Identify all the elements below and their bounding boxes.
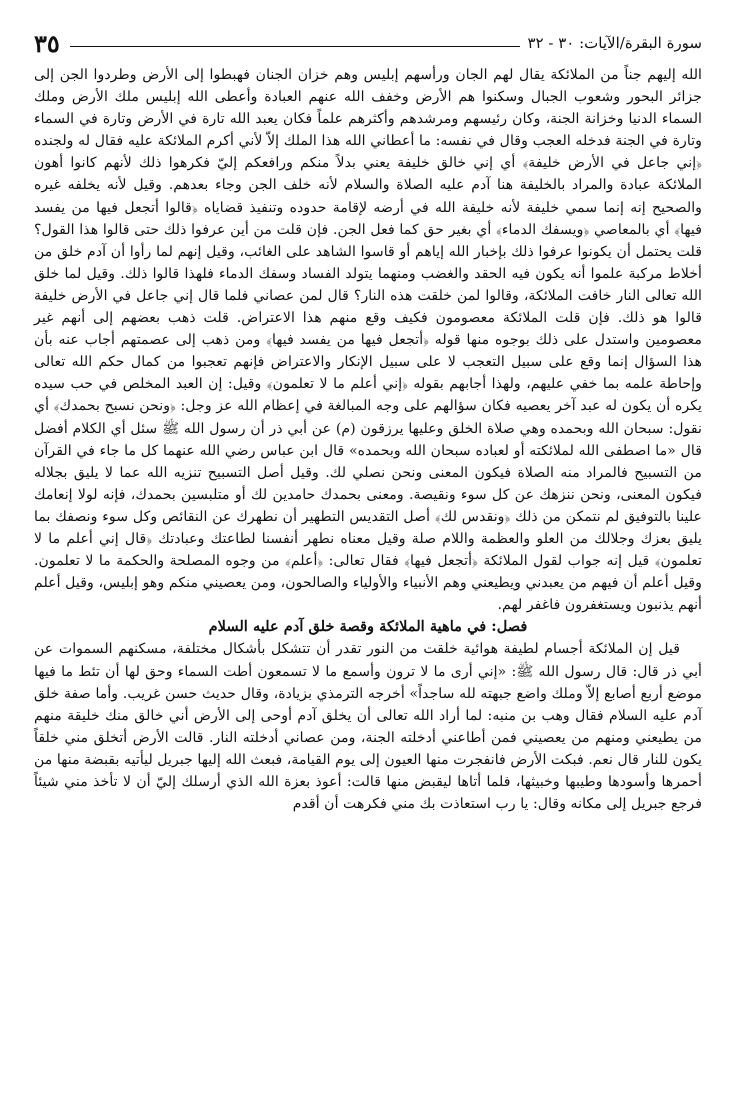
tafsir-paragraph: الله إليهم جناً من الملائكة يقال لهم الجان ورأسهم إبليس وهم خزان الجنان فهبطوا إلى الأرض وطردوا الجن إلى جزائر البحور وشعوب الجبال وسكنوا هم الأرض وخفف الله عنهم العبادة وأعطى الله إبليس ملك الأرض وملك السماء الدنيا وخزانة الجنة، وكان رئيسهم ومرشدهم وأكثرهم علماً فكان يعبد الله تارة في الأرض وتارة في السماء وتارة في الجنة فدخله العجب وقال في نفسه: ما أعطاني الله هذا الملك إلاّ لأني أكرم الملائكة عليه فقال له ولجنده ﴿إني جاعل في الأرض خليفة﴾ أي إني خالق خليفة يعني بدلاً منكم ورافعكم إليّ فكرهوا ذلك لأنهم كانوا أهون الملائكة عبادة والمراد بالخليفة هنا آدم عليه الصلاة والسلام لأنه خلف الجن وجاء بعدهم. وقيل لأنه يخلفه غيره والصحيح إنه إنما سمي خليفة لأنه خليفة الله في أرضه لإقامة حدوده وتنفيذ قضاياه ﴿قالوا أتجعل فيها من يفسد فيها﴾ أي بالمعاصي ﴿ويسفك الدماء﴾ أي بغير حق كما فعل الجن. فإن قلت من أين عرفوا ذلك حتى قالوا هذا القول؟ قلت يحتمل أن يكونوا عرفوا ذلك بإخبار الله إياهم أو قاسوا الشاهد على الغائب، وقيل إنهم لما رأوا أن آدم خلق من أخلاط مركبة علموا أنه يكون فيه الحقد والغضب ومنهما يتولد الفساد وسفك الدماء فلهذا قالوا ذلك. وقيل لما خلق الله تعالى النار خافت الملائكة، وقالوا لمن خلقت هذه النار؟ قال لمن عصاني فلما قال إني جاعل في الأرض خليفة قالوا هو ذلك. فإن قلت الملائكة معصومون فكيف وقع منهم هذا الاعتراض. قلت ذهب بعضهم إلى أنهم غير معصومين واستدل على ذلك بوجوه منها قوله ﴿أتجعل فيها من يفسد فيها﴾ ومن ذهب إلى عصمتهم أجاب عنه بأن هذا السؤال إنما وقع على سبيل التعجب لا على سبيل الإنكار والاعتراض فإنهم تعجبوا من كمال حكم الله تعالى وإحاطة علمه بما خفي عليهم، ولهذا أجابهم بقوله ﴿إني أعلم ما لا تعلمون﴾ وقيل: إن العبد المخلص في حب سيده يكره أن يكون له عبد آخر يعصيه فكان سؤالهم على وجه المبالغة في إعظام الله عز وجل: ﴿ونحن نسبح بحمدك﴾ أي نقول: سبحان الله وبحمده وهي صلاة الخلق وعليها يرزقون (م) عن أبي ذر أن رسول الله ﷺ سئل أي الكلام أفضل قال «ما اصطفى الله لملائكته أو لعباده سبحان الله وبحمده» قال ابن عباس رضي الله عنهما كل ما جاء في القرآن من التسبيح فالمراد منه الصلاة فيكون المعنى ونحن نصلي لك. وقيل أصل التسبيح تنزيه الله عما لا يليق بجلاله فيكون المعنى، ونحن ننزهك عن كل سوء ونقيصة. ومعنى بحمدك حامدين لك أو متلبسين بحمدك، فإنه لولا إنعامك علينا بالتوفيق لم نتمكن من ذلك ﴿ونقدس لك﴾ أصل التقديس التطهير أن نطهرك عن النقائص وكل سوء ونصفك بما يليق بعزك وجلالك من العلو والعظمة واللام صلة وقيل معناه نطهر أنفسنا لطاعتك وعبادتك ﴿قال إني أعلم ما لا تعلمون﴾ قيل إنه جواب لقول الملائكة ﴿أتجعل فيها﴾ فقال تعالى: ﴿أعلم﴾ من وجوه المصلحة والحكمة ما لا تعلمون. وقيل أعلم أن فيهم من يعبدني ويطيعني وهم الأنبياء والأولياء والصالحون، ومن يعصيني منكم وهو إبليس، وقيل أعلم أنهم يذنبون ويستغفرون فاغفر لهم. bbox=[34, 67, 702, 614]
header-rule bbox=[70, 46, 520, 47]
page-header bbox=[34, 28, 702, 58]
section-heading: فصل: في ماهية الملائكة وقصة خلق آدم عليه السلام bbox=[208, 618, 528, 636]
surah-title: سورة البقرة/الآيات: ٣٠ - ٣٢ bbox=[527, 34, 702, 52]
page-number: ٣٥ bbox=[34, 28, 60, 58]
page-body bbox=[34, 64, 702, 815]
tafsir-paragraph: قيل إن الملائكة أجسام لطيفة هوائية خلقت من النور تقدر أن تتشكل بأشكال مختلفة، مسكنهم السموات عن أبي ذر قال: قال رسول الله ﷺ: «إني أرى ما لا ترون وأسمع ما لا تسمعون أطت السماء وحق لها أن تئط ما فيها موضع أربع أصابع إلاّ وملك واضع جبهته لله ساجداً» أخرجه الترمذي بزيادة، وقال حديث حسن غريب. وأما صفة خلق آدم عليه السلام فقال وهب بن منبه: لما أراد الله تعالى أن يخلق آدم أوحى إلى الأرض أني خالق منك خليقة منهم من يطيعني ومنهم من يعصيني فمن أطاعني أدخلته الجنة، ومن عصاني أدخلته النار. قالت الأرض أتخلق مني خلقاً يكون للنار قال نعم. فبكت الأرض فانفجرت منها العيون إلى يوم القيامة، فبعث الله إليها جبريل ليأتيه بقبضة منها من أحمرها وأسودها وطيبها وخبيثها، فلما أتاها ليقبض منها قالت: أعوذ بعزة الله الذي أرسلك إليّ أن لا تأخذ مني شيئاً فرجع جبريل إلى مكانه وقال: يا رب استعاذت بك مني فكرهت أن أقدم bbox=[34, 641, 702, 813]
